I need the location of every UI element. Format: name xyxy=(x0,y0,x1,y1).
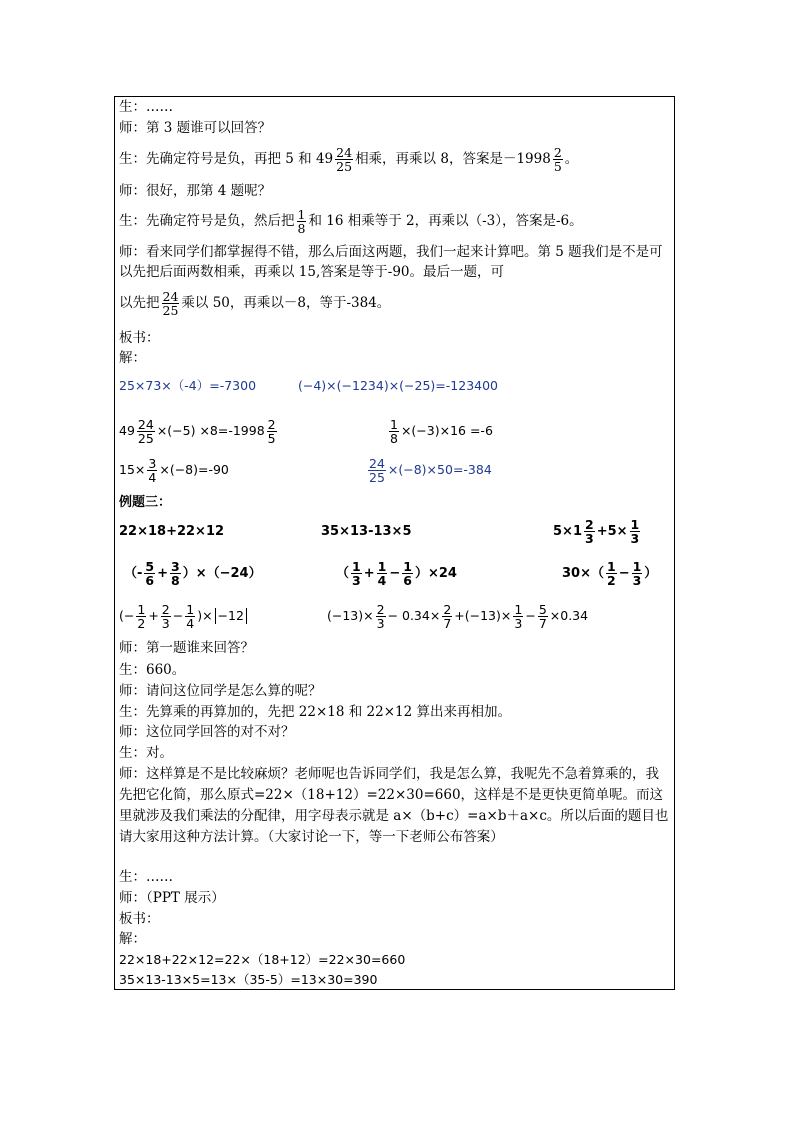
solution-5: 15× $\frac{3}{4}$ ×(−8)=-90 xyxy=(119,456,229,485)
example-7: (− $\frac{1}{2}$ + $\frac{2}{3}$ − $\frac{1}{4}$ )× −12 xyxy=(119,598,247,634)
fraction: $\frac{2}{5}$ xyxy=(553,145,562,174)
solution-label: 解： xyxy=(119,931,146,947)
example-3: 5×1 $\frac{2}{3}$ +5× $\frac{1}{3}$ xyxy=(553,517,640,546)
dialogue-line: 师：请问这位同学是怎么算的呢？ xyxy=(119,683,322,699)
solution-3: 49 $\frac{24}{25}$ ×(−5) ×8=-1998 $\frac{2}{5}$ xyxy=(119,417,276,446)
example-2: 35×13-13×5 xyxy=(321,524,412,539)
example-1: 22×18+22×12 xyxy=(119,524,225,539)
dialogue-line: 师：这位同学回答的对不对？ xyxy=(119,724,295,740)
example-6: 30×（ $\frac{1}{2}$ − $\frac{1}{3}$ ） xyxy=(562,559,658,588)
dialogue-line: 生：对。 xyxy=(119,745,173,761)
fraction: $\frac{24}{25}$ xyxy=(162,289,179,318)
example-title: 例题三： xyxy=(119,495,172,510)
dialogue-paragraph: 师：看来同学们都掌握得不错，那么后面这两题，我们一起来计算吧。第 5 题我们是不是可以先把后面两数相乘，再乘以 15,答案是等于-90。最后一题，可 xyxy=(119,244,663,280)
fraction: $\frac{1}{8}$ xyxy=(297,207,306,236)
dialogue-line: 生：660。 xyxy=(119,662,186,678)
example-8: (−13)× $\frac{2}{3}$ − 0.34× $\frac{2}{7}$ +(−13)× $\frac{1}{3}$ − $\frac{5}{7}$ ×0.34 xyxy=(327,602,589,631)
solution-2: (−4)×(−1234)×(−25)=-123400 xyxy=(298,378,498,393)
solution-4: $\frac{1}{8}$ ×(−3)×16 =-6 xyxy=(390,417,493,446)
board-label: 板书： xyxy=(119,911,160,927)
fraction: $\frac{24}{25}$ xyxy=(336,145,353,174)
dialogue-line: 以先把 $\frac{24}{25}$ 乘以 50，再乘以－8，等于-384。 xyxy=(119,289,391,318)
example-5: （ $\frac{1}{3}$ + $\frac{1}{4}$ − $\frac{1}{6}$ ）×24 xyxy=(336,559,457,588)
solution-1: 25×73×（-4）=-7300 xyxy=(119,378,257,393)
dialogue-line: 师：（PPT 展示） xyxy=(119,890,225,906)
dialogue-line: 生：先算乘的再算加的，先把 22×18 和 22×12 算出来再相加。 xyxy=(119,704,512,720)
solution-6: $\frac{24}{25}$ ×(−8)×50=-384 xyxy=(369,456,492,485)
dialogue-paragraph: 师：这样算是不是比较麻烦？老师呢也告诉同学们，我是怎么算，我呢先不急着算乘的，我先把它化简，那么原式=22×（18+12）=22×30=660，这样是不是更快更简单呢。而这里就涉及我们乘法的分配律，用字母表示就是 a×（b+c）=a×b＋a×c。所以后面的题目也请大家用这种方法计算。（大家讨论一下，等一下老师公布答案） xyxy=(119,766,669,845)
absolute-value: −12 xyxy=(215,608,247,624)
dialogue-line: 生：…… xyxy=(119,869,173,885)
answer-1: 22×18+22×12=22×（18+12）=22×30=660 xyxy=(119,952,406,967)
dialogue-line: 生：先确定符号是负，然后把 $\frac{1}{8}$ 和 16 相乘等于 2，再乘以（-3），答案是-6。 xyxy=(119,207,583,236)
board-label: 板书： xyxy=(119,330,160,346)
dialogue-line: 师：第 3 题谁可以回答？ xyxy=(119,120,272,136)
example-4: （- $\frac{5}{6}$ + $\frac{3}{8}$ ）×（−24） xyxy=(124,559,262,588)
solution-label: 解： xyxy=(119,350,146,366)
dialogue-line: 师：很好，那第 4 题呢？ xyxy=(119,183,272,199)
dialogue-line: 师：第一题谁来回答？ xyxy=(119,640,254,656)
dialogue-line: 生：…… xyxy=(119,99,173,115)
answer-2: 35×13-13×5=13×（35-5）=13×30=390 xyxy=(119,972,378,987)
dialogue-line: 生：先确定符号是负，再把 5 和 49 $\frac{24}{25}$ 相乘，再乘以 8，答案是－1998 $\frac{2}{5}$ 。 xyxy=(119,145,579,174)
